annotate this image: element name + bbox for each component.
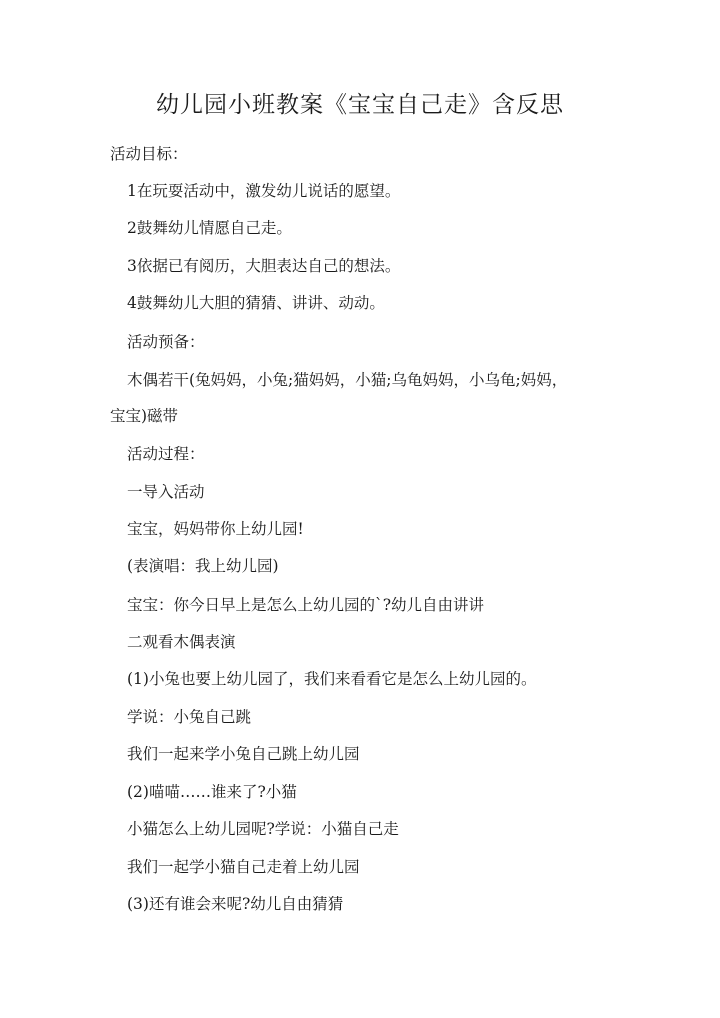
section-heading-process: 活动过程： xyxy=(127,445,205,463)
paragraph-line: 2鼓舞幼儿情愿自己走。 xyxy=(127,219,292,237)
paragraph-line: 宝宝)磁带 xyxy=(110,407,179,425)
paragraph-line: 学说：小兔自己跳 xyxy=(127,708,252,726)
paragraph-line: 木偶若干(兔妈妈，小兔;猫妈妈，小猫;乌龟妈妈，小乌龟;妈妈， xyxy=(127,371,568,389)
paragraph-line: (2)喵喵……谁来了?小猫 xyxy=(127,783,297,801)
paragraph-line: 我们一起学小猫自己走着上幼儿园 xyxy=(127,858,360,876)
paragraph-line: (1)小兔也要上幼儿园了，我们来看看它是怎么上幼儿园的。 xyxy=(127,670,537,688)
paragraph-line: 宝宝，妈妈带你上幼儿园! xyxy=(127,520,304,538)
section-heading-goals: 活动目标： xyxy=(110,145,188,163)
paragraph-line: (表演唱：我上幼儿园) xyxy=(127,557,279,575)
paragraph-line: 3依据已有阅历，大胆表达自己的想法。 xyxy=(127,257,401,275)
paragraph-line: 我们一起来学小兔自己跳上幼儿园 xyxy=(127,745,360,763)
paragraph-line: 宝宝：你今日早上是怎么上幼儿园的`?幼儿自由讲讲 xyxy=(127,596,485,614)
paragraph-line: 4鼓舞幼儿大胆的猜猜、讲讲、动动。 xyxy=(127,294,385,312)
document-title: 幼儿园小班教案《宝宝自己走》含反思 xyxy=(156,92,564,118)
paragraph-line: 1在玩耍活动中，激发幼儿说话的愿望。 xyxy=(127,182,401,200)
paragraph-line: 二观看木偶表演 xyxy=(127,633,236,651)
section-heading-preparation: 活动预备： xyxy=(127,333,205,351)
paragraph-line: (3)还有谁会来呢?幼儿自由猜猜 xyxy=(127,895,344,913)
paragraph-line: 一导入活动 xyxy=(127,483,205,501)
paragraph-line: 小猫怎么上幼儿园呢?学说：小猫自己走 xyxy=(127,820,399,838)
